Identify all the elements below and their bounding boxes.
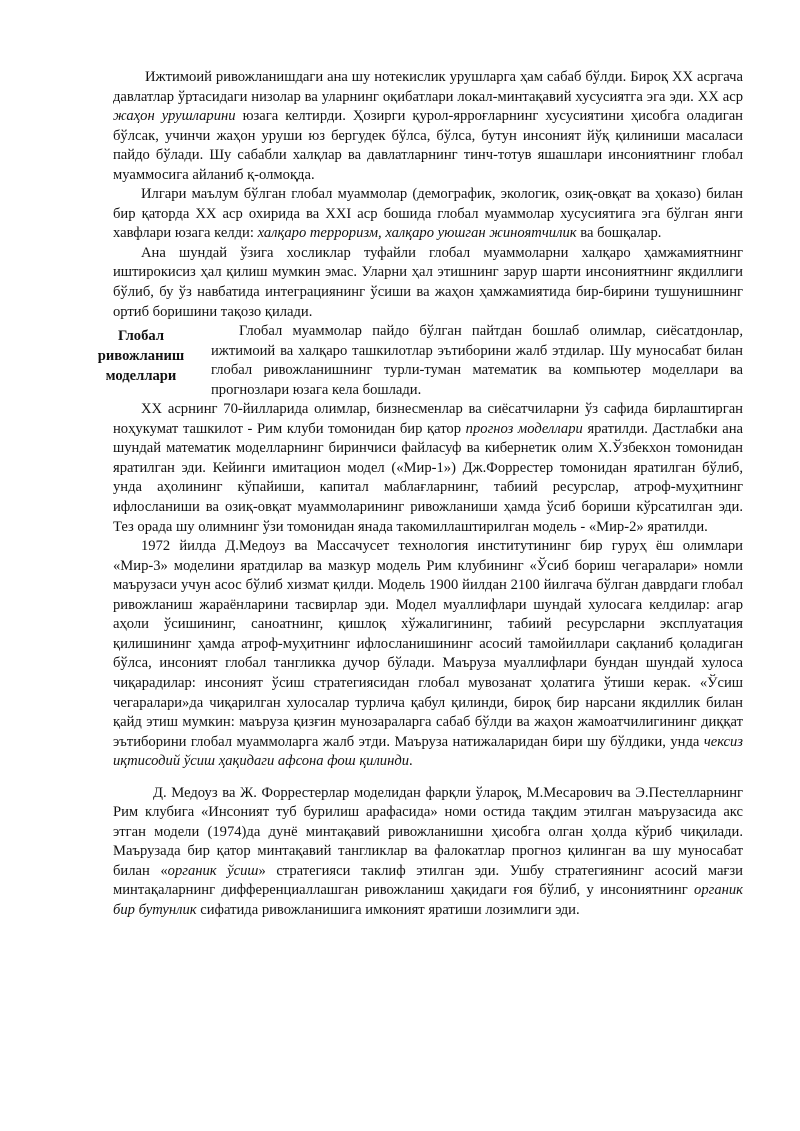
text-run: яратилди. Дастлабки ана шундай математик моделларнинг биринчиси файласуф ва кибернетик олим Х.Ўзбекхон томонидан яратилган эди. Кейинги имитацион модел («Мир-1») Дж.Форрестер томонидан яратилган бўлиб, унда аҳолининг кўпайиши, капитал маблағларнинг, табиий ресурслар, атроф-муҳитнинг ифлосланиши ва озиқ-овқат муаммоларининг ривожланиши ҳамда ўсиб бориши кўрсатилган эди. Тез орада шу олимнинг ўзи томонидан янада такомиллаштирилган модель - «Мир-2» яратилди.	[113, 420, 743, 535]
italic-term: органик бир бутунлик	[113, 882, 743, 918]
italic-term: халқаро терроризм, халқаро уюшган жиноятчилик	[257, 225, 577, 242]
text-run: XX асрнинг 70-йилларида олимлар, бизнесменлар ва сиёсатчиларни ўз сафида бирлаштирган ноҳукумат ташкилот - Рим клуби томонидан бир қатор	[113, 401, 743, 437]
section-global-models	[97, 322, 743, 400]
document-page	[97, 68, 743, 921]
paragraph-wars	[113, 68, 743, 185]
paragraph-meadows	[113, 537, 743, 772]
section-heading: Глобал ривожланиш моделлари	[97, 328, 185, 385]
text-run: .	[409, 753, 413, 770]
text-run: » стратегияси таклиф этилган эди. Ушбу стратегиянинг асосий мағзи минтақаларнинг дифференциаллашган ривожланиш ҳақидаги ғоя бўлиб, у инсониятнинг	[113, 862, 743, 899]
paragraph-new-threats	[113, 185, 743, 244]
paragraph-rome-club	[113, 400, 743, 537]
paragraph-solidarity: Ана шундай ўзига хосликлар туфайли глобал муаммоларни халқаро ҳамжамиятнинг иштирокисиз ҳал қилиш мумкин эмас. Уларни ҳал этишнинг зарур шарти инсониятнинг якдиллиги бўлиб, бу ўз навбатида интеграциянинг ўсиши ва жаҳон ҳамжамиятида бир-бирини тушунишнинг ортиб боришини тақозо қилади.	[113, 244, 743, 320]
paragraph-models-intro: Глобал муаммолар пайдо бўлган пайтдан бошлаб олимлар, сиёсатдонлар, ижтимоий ва халқаро ташкилотлар эътиборини жалб этдилар. Шу муносабат билан глобал ривожланишнинг турли-туман математик ва компьютер моделлари ва прогнозлари юзага кела бошлади.	[211, 323, 743, 398]
italic-term: органик ўсиш	[167, 862, 259, 879]
paragraph-mesarovic	[113, 784, 743, 921]
text-run: сифатида ривожланишига имконият яратиши лозимлиги эди.	[196, 901, 580, 918]
text-run: Д. Медоуз ва Ж. Форрестерлар моделидан фарқли ўлароқ, М.Месарович ва Э.Пестелларнинг Рим клубига «Инсоният туб бурилиш арафасида» номи остида тақдим этилган маърузасида акс этган модели (1974)да дунё минтақавий ривожланишни ҳисобга олган ҳолда кўриб чиқилади. Маърузада бир қатор минтақавий тангликлар ва фалокатлар прогноз қилинган ва шу муносабат билан «	[113, 784, 743, 879]
text-run: Илгари маълум бўлган глобал муаммолар (демографик, экологик, озиқ-овқат ва ҳоказо) билан бир қаторда XX аср охирида ва XXI аср бошида глобал муаммолар хусусиятига эга бўлган янги хавфлари юзага келди:	[113, 186, 743, 242]
italic-term: прогноз моделлари	[465, 420, 583, 437]
text-run: Ижтимоий ривожланишдаги ана шу нотекислик урушларга ҳам сабаб бўлди. Бироқ XX асргача давлатлар ўртасидаги низолар ва уларнинг оқибатлари локал-минтақавий хусусиятга эга эди. XX аср	[113, 69, 743, 105]
italic-term: жаҳон урушларини	[113, 108, 236, 125]
text-run: ва бошқалар.	[576, 225, 662, 242]
italic-term: чексиз иқтисодий ўсиш ҳақидаги афсона фош қилинди	[113, 733, 743, 770]
text-run: 1972 йилда Д.Медоуз ва Массачусет технология институтининг бир гуруҳ ёш олимлари «Мир-3» моделини яратдилар ва мазкур модель Рим клубининг «Ўсиб бориш чегаралари» номли маърузаси учун асос бўлиб хизмат қилди. Модель 1900 йилдан 2100 йилгача бўлган даврдаги глобал ривожланиш жараёнларини тасвирлар эди. Модел муаллифлари шундай хулосага келдилар: агар аҳоли ўсишининг, саноатнинг, қишлоқ хўжалигининг, табиий ресурсларни эксплуатация қилишининг ҳамда атроф-муҳитнинг ифлосланишининг асосий тамойиллари сақланиб қоладиган бўлса, инсоният глобал тангликка дучор бўлади. Маъруза муаллифлари бундан шундай хулоса чиқарадилар: инсоният ўсиш стратегиясидан глобал мувозанат ҳолатига ўтиши керак. «Ўсиш чегаралари»да чиқарилган хулосалар турлича қабул қилинди, бироқ бир нарсани якдиллик билан қайд этиш мумкин: маъруза қизғин мунозараларга сабаб бўлди ва жаҳон жамоатчилигининг диққат эътиборини глобал муаммоларга жалб этди. Маъруза натижаларидан бири шу бўлдики, унда	[113, 538, 743, 750]
text-run: юзага келтирди. Ҳозирги қурол-ярроғларнинг хусусиятини ҳисобга оладиган бўлсак, учинчи жаҳон уруши юз бергудек бўлса, бўлса, бутун инсоният йўқ қилиниши масаласи пайдо бўлади. Шу сабабли халқлар ва давлатларнинг тинч-тотув яшашлари инсониятнинг глобал муаммосига айланиб қ-олмоқда.	[113, 108, 743, 183]
